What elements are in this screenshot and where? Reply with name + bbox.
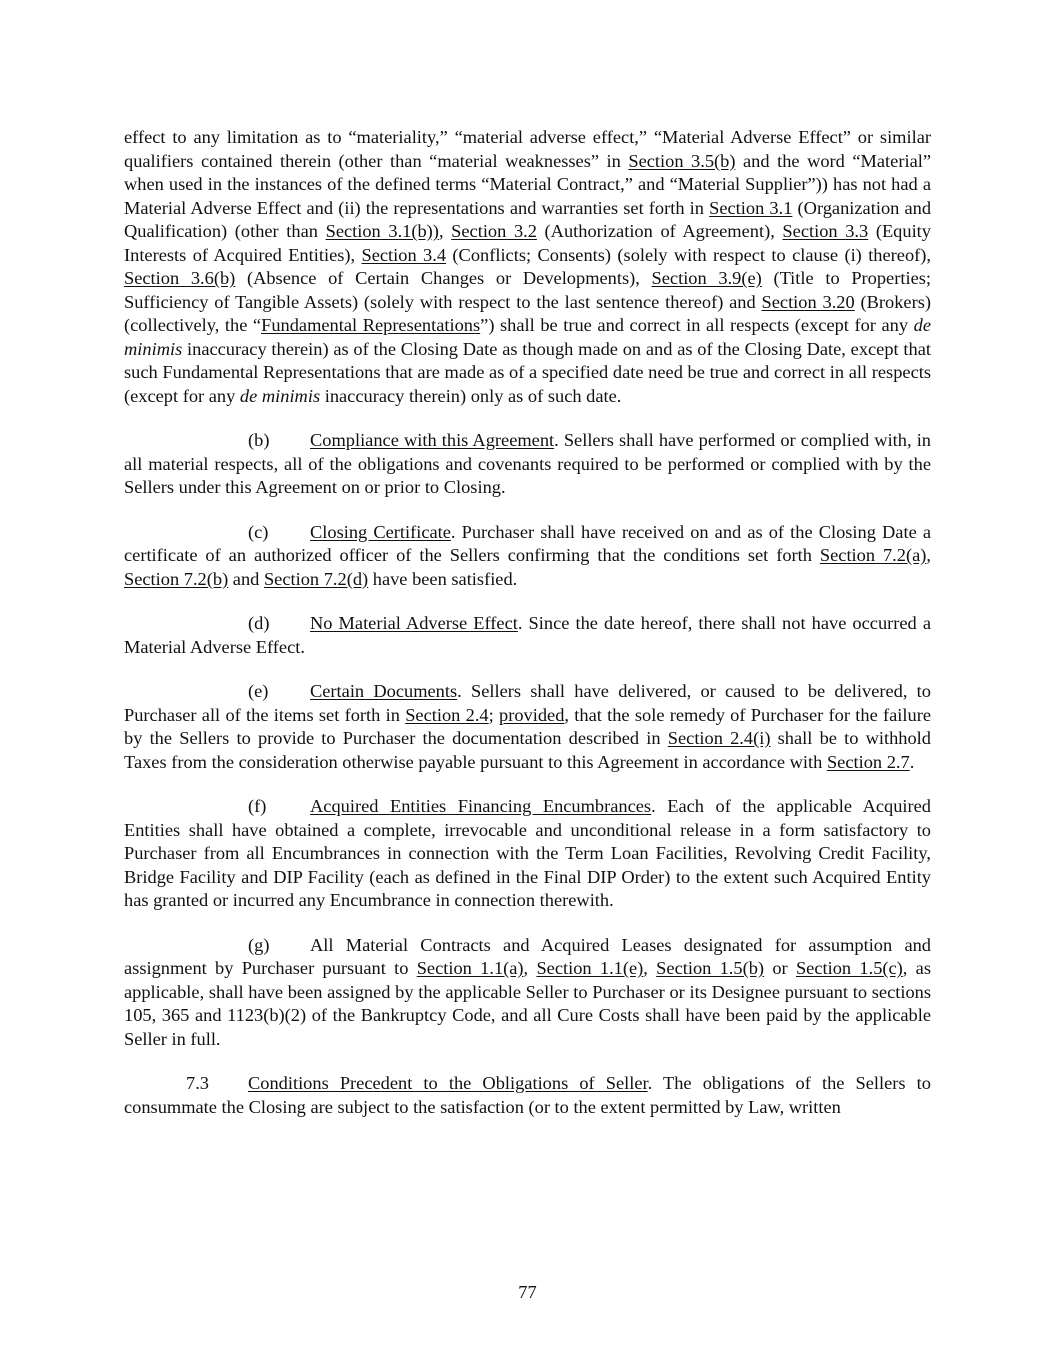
paragraph-g — [124, 934, 931, 1052]
defined-term: provided — [499, 704, 565, 725]
clause-heading: Closing Certificate — [310, 521, 451, 542]
text: , that the sole remedy of Purchaser for the failure by the Sellers to provide to Purchaser the documentation described in — [124, 704, 932, 748]
text: (Absence of Certain Changes or Developments), — [235, 268, 652, 288]
section-reference: Section 7.2(b) — [124, 568, 229, 589]
text: . — [909, 751, 915, 772]
section-reference: Section 1.5(b) — [656, 958, 765, 978]
text: inaccuracy therein) as of the Closing Date as though made on and as of the Closing Date, except that such Fundamental Representations that are made as of a specified date need be true and correct in all respects (except for any — [124, 338, 931, 406]
text: , as applicable, shall have been assigned by the applicable Seller to Purchaser or its Designee pursuant to sections 105, 365 and 1123(b)(2) of the Bankruptcy Code, and all Cure Costs shall have been paid by the applicable Seller in full. — [124, 958, 931, 1049]
paragraph-continued — [124, 126, 931, 408]
section-reference: Section 3.3 — [782, 221, 869, 241]
text: . The obligations of the Sellers to consummate the Closing are subject to the satisfaction (or to the extent permitted by Law, written — [124, 1073, 931, 1117]
text: (Conflicts; Consents) (solely with respect to clause (i) thereof), — [446, 244, 931, 265]
text: have been satisfied. — [368, 568, 518, 589]
section-heading: Conditions Precedent to the Obligations of Seller — [248, 1073, 648, 1093]
section-reference: Section 3.20 — [761, 291, 855, 312]
italic-term: de minimis — [239, 385, 321, 406]
text: . Sellers shall have delivered, or caused to be delivered, to Purchaser all of the items set forth in — [124, 681, 931, 725]
text: ; — [488, 704, 500, 725]
text: . Since the date hereof, there shall not have occurred a Material Adverse Effect. — [124, 613, 931, 657]
paragraph-b — [124, 429, 931, 500]
clause-label: (d) — [248, 613, 270, 633]
section-reference: Section 1.1(e) — [536, 958, 644, 978]
section-7-3 — [124, 1072, 931, 1119]
text: and — [228, 568, 264, 589]
text: . Each of the applicable Acquired Entities shall have obtained a complete, irrevocable and unconditional release in a form satisfactory to Purchaser from all Encumbrances in connection with the Term Loan Facilities, Revolving Credit Facility, Bridge Facility and DIP Facility (each as defined in the Final DIP Order) to the extent such Acquired Entity has granted or incurred any Encumbrance in connection therewith. — [124, 796, 931, 910]
clause-label: (f) — [248, 796, 267, 816]
clause-heading: Certain Documents — [310, 681, 458, 701]
italic-term: de minimis — [124, 315, 931, 359]
section-reference: Section 3.6(b) — [124, 268, 236, 288]
text: or — [764, 958, 796, 978]
text: . Sellers shall have performed or complied with, in all material respects, all of the obligations and covenants required to be performed or complied with by the Sellers under this Agreement on or prior to Closing. — [124, 430, 931, 497]
text: , — [926, 545, 931, 565]
text: . Purchaser shall have received on and as of the Closing Date a certificate of an authorized officer of the Sellers confirming that the conditions set forth — [124, 521, 931, 565]
clause-label: (c) — [248, 521, 269, 542]
text: (Title to Properties; Sufficiency of Tangible Assets) (solely with respect to the last sentence thereof) and — [124, 268, 931, 312]
paragraph-c — [124, 521, 931, 592]
section-reference: Section 2.4(i) — [667, 728, 771, 748]
section-number: 7.3 — [186, 1073, 209, 1093]
text: ”) shall be true and correct in all respects (except for any — [480, 315, 914, 335]
text: inaccuracy therein) only as of such date. — [320, 385, 622, 406]
text: , — [438, 221, 452, 241]
section-reference: Section 3.9(e) — [651, 268, 762, 288]
text: effect to any limitation as to “materiality,” “material adverse effect,” “Material Adverse Effect” or similar qualifiers contained therein (other than “material weaknesses” in — [124, 127, 931, 171]
text: , — [523, 958, 537, 978]
paragraph-f — [124, 795, 931, 913]
text: All Material Contracts and Acquired Leases designated for assumption and assignment by Purchaser pursuant to — [124, 934, 931, 978]
text: , — [643, 958, 657, 978]
section-reference: Section 2.4 — [405, 704, 489, 725]
text: shall be to withhold Taxes from the consideration otherwise payable pursuant to this Agreement in accordance with — [124, 728, 931, 772]
section-reference: Section 7.2(d) — [263, 568, 369, 589]
section-reference: Section 1.1(a) — [416, 958, 524, 978]
text: (Brokers) (collectively, the “ — [124, 291, 931, 335]
clause-label: (e) — [248, 681, 269, 701]
section-reference: Section 7.2(a) — [819, 545, 927, 565]
document-body — [124, 126, 931, 1119]
clause-label: (b) — [248, 430, 270, 450]
page-number: 77 — [518, 1282, 537, 1302]
clause-heading: No Material Adverse Effect — [310, 613, 518, 633]
text: and the word “Material” when used in the instances of the defined terms “Material Contract,” and “Material Supplier”)) has not had a Material Adverse Effect and (ii) the representations and warranties set forth in — [124, 150, 931, 218]
section-reference: Section 3.5(b) — [628, 150, 736, 171]
section-reference: Section 3.1 — [709, 197, 793, 218]
text: (Authorization of Agreement), — [536, 221, 783, 241]
text: (Organization and Qualification) (other than — [124, 197, 932, 241]
clause-heading: Compliance with this Agreement — [310, 430, 555, 450]
section-reference: Section 1.5(c) — [795, 958, 903, 978]
clause-label: (g) — [248, 934, 270, 955]
text: (Equity Interests of Acquired Entities), — [124, 221, 931, 265]
paragraph-d — [124, 612, 931, 659]
section-reference: Section 2.7 — [826, 751, 910, 772]
clause-heading: Acquired Entities Financing Encumbrances — [310, 796, 652, 816]
paragraph-e — [124, 680, 931, 774]
section-reference: Section 3.1(b)) — [325, 221, 439, 241]
section-reference: Section 3.2 — [451, 221, 537, 241]
section-reference: Section 3.4 — [361, 244, 447, 265]
defined-term: Fundamental Representations — [261, 315, 481, 335]
